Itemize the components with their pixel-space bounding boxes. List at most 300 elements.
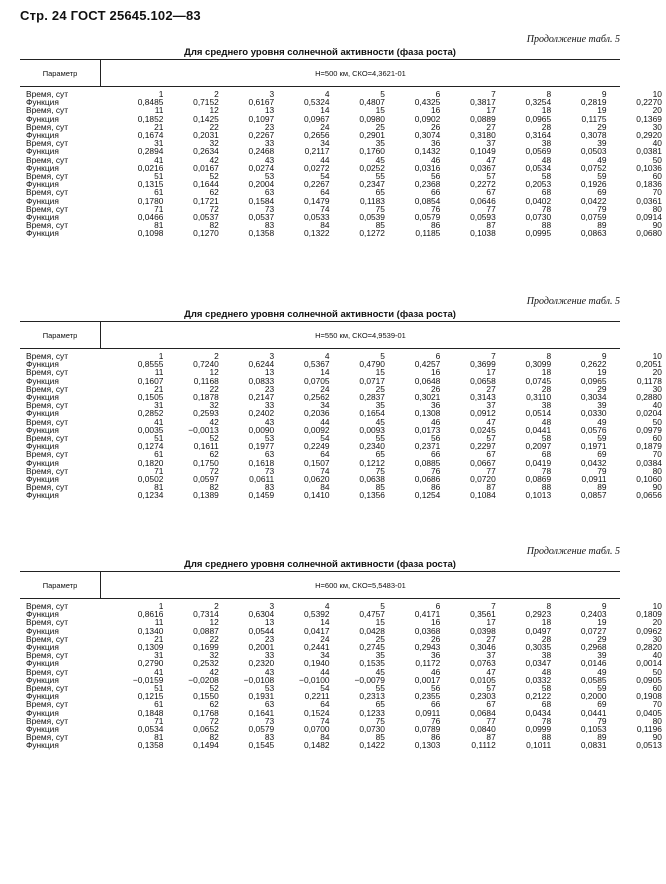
table-cell: 28: [541, 633, 552, 644]
table-cell: 80: [652, 715, 662, 726]
table-cell: 50: [652, 154, 662, 165]
table-cell: 43: [264, 416, 275, 427]
table-cell: 20: [652, 105, 662, 116]
table-cell: 0,0093: [359, 424, 385, 435]
table-cell: 14: [320, 105, 330, 116]
table-cell: 0,4257: [414, 359, 441, 370]
table-cell: 0,1233: [359, 707, 385, 718]
table-cell: 26: [431, 121, 441, 132]
table-cell: 1: [158, 601, 164, 611]
row-label: Время, сут: [26, 121, 69, 132]
table-cell: 0,1270: [193, 228, 219, 239]
table-cell: 65: [375, 187, 385, 198]
table-row: [20, 213, 666, 221]
table-cell: 58: [541, 171, 552, 182]
table-cell: 0,1356: [359, 490, 385, 501]
table-cell: 28: [541, 383, 552, 394]
table-section-h550: [20, 296, 662, 501]
table-cell: 0,4807: [359, 97, 385, 108]
row-label: Время, сут: [26, 666, 69, 677]
table-cell: 1: [158, 89, 164, 99]
table-cell: 0,0914: [636, 212, 662, 223]
table-cell: 0,0204: [636, 408, 662, 419]
altitude-header: H=550 км, СКО=4,9539-01: [315, 330, 406, 340]
table-cell: 22: [209, 633, 219, 644]
table-cell: 64: [320, 699, 330, 710]
table-cell: 0,0611: [249, 474, 275, 485]
table-cell: 6: [435, 351, 441, 361]
table-cell: 24: [320, 633, 330, 644]
table-cell: 0,0885: [414, 457, 441, 468]
table-cell: 56: [431, 433, 441, 444]
table-cell: 52: [209, 683, 219, 694]
table-cell: 0,0745: [525, 375, 552, 386]
table-cell: 0,0316: [414, 162, 441, 173]
altitude-header: H=500 км, СКО=4,3621-01: [315, 68, 406, 78]
table-cell: 7: [491, 601, 496, 611]
table-cell: 48: [541, 154, 552, 165]
table-cell: 0,1768: [193, 707, 219, 718]
table-cell: 27: [486, 383, 496, 394]
data-table: [20, 602, 666, 750]
row-label: Время, сут: [26, 732, 69, 743]
table-row: [20, 156, 666, 164]
table-cell: 45: [375, 666, 385, 677]
table-cell: 22: [209, 121, 219, 132]
table-cell: 0,1641: [248, 707, 275, 718]
table-cell: 0,0497: [525, 625, 552, 636]
table-cell: 0,0274: [248, 162, 275, 173]
table-cell: 7: [491, 351, 496, 361]
table-cell: 80: [652, 465, 662, 476]
table-cell: 18: [541, 617, 552, 628]
table-cell: 0,1084: [470, 490, 496, 501]
row-label: Функция: [26, 162, 59, 173]
table-cell: 33: [264, 650, 275, 661]
row-label: Время, сут: [26, 715, 69, 726]
table-cell: 0,0173: [414, 424, 441, 435]
table-cell: 0,1780: [137, 195, 164, 206]
table-cell: 0,0347: [525, 658, 552, 669]
table-cell: 0,2249: [303, 441, 330, 452]
table-cell: 53: [264, 683, 275, 694]
table-cell: 0,0432: [580, 457, 607, 468]
table-cell: 78: [541, 465, 552, 476]
param-header: Параметр: [20, 322, 101, 348]
table-cell: 0,3180: [470, 130, 496, 141]
table-cell: 81: [154, 482, 164, 493]
table-row: [20, 115, 666, 123]
table-cell: 66: [431, 699, 441, 710]
table-cell: 0,0680: [636, 228, 662, 239]
table-cell: 24: [320, 121, 330, 132]
table-cell: 0,1550: [193, 691, 219, 702]
table-cell: 0,2402: [248, 408, 275, 419]
table-cell: 0,1674: [137, 130, 164, 141]
table-cell: 0,0537: [193, 212, 219, 223]
table-cell: 0,0330: [580, 408, 607, 419]
table-cell: 75: [375, 715, 385, 726]
table-cell: 0,0700: [303, 724, 330, 735]
table-cell: 0,0902: [414, 113, 441, 124]
table-cell: 34: [320, 650, 330, 661]
table-cell: 87: [486, 220, 496, 231]
table-row: [20, 618, 666, 626]
table-cell: 0,1721: [193, 195, 219, 206]
table-cell: 60: [652, 433, 662, 444]
table-cell: 27: [486, 633, 496, 644]
table-cell: 44: [320, 154, 330, 165]
table-cell: 0,0146: [580, 658, 607, 669]
table-cell: 3: [269, 601, 275, 611]
table-cell: 90: [652, 220, 662, 231]
table-cell: 32: [209, 138, 219, 149]
row-label: Время, сут: [26, 633, 69, 644]
table-cell: 0,0503: [580, 146, 607, 157]
table-cell: 0,1618: [248, 457, 275, 468]
table-cell: 0,0090: [248, 424, 275, 435]
table-cell: 26: [431, 383, 441, 394]
table-cell: 23: [264, 383, 275, 394]
table-cell: 0,0361: [636, 195, 662, 206]
table-cell: 6: [435, 89, 441, 99]
table-cell: 0,1410: [303, 490, 330, 501]
table-row: [20, 98, 666, 106]
table-cell: 0,0717: [359, 375, 385, 386]
table-cell: 86: [431, 482, 441, 493]
table-cell: 0,1340: [137, 625, 164, 636]
table-cell: 7: [491, 89, 496, 99]
table-cell: 3: [269, 89, 275, 99]
row-label: Время, сут: [26, 203, 69, 214]
table-cell: 0,1315: [137, 179, 164, 190]
table-cell: 84: [320, 732, 330, 743]
table-cell: 55: [375, 683, 385, 694]
table-cell: 21: [154, 633, 164, 644]
table-cell: 49: [597, 666, 607, 677]
table-cell: 5: [380, 601, 385, 611]
table-cell: 88: [541, 220, 552, 231]
table-cell: 9: [601, 89, 607, 99]
table-cell: 0,0035: [137, 424, 164, 435]
table-cell: 35: [375, 138, 385, 149]
table-cell: −0,0159: [132, 674, 164, 685]
table-cell: 0,0759: [580, 212, 607, 223]
table-cell: 0,0911: [415, 707, 441, 718]
table-cell: 38: [541, 400, 552, 411]
table-cell: 0,2622: [580, 359, 607, 370]
table-cell: 0,0854: [414, 195, 441, 206]
table-cell: 0,0905: [636, 674, 662, 685]
table-cell: 45: [375, 154, 385, 165]
row-label: Время, сут: [26, 482, 69, 493]
table-cell: 0,0831: [580, 740, 607, 751]
table-cell: 63: [264, 449, 275, 460]
table-cell: 0,0441: [580, 707, 607, 718]
table-cell: 57: [486, 433, 496, 444]
table-cell: 74: [320, 465, 330, 476]
section-title: Для среднего уровня солнечной активности (фаза роста): [184, 47, 456, 58]
table-cell: 71: [154, 465, 164, 476]
table-cell: 63: [264, 187, 275, 198]
table-cell: 0,0514: [525, 408, 552, 419]
table-cell: 73: [264, 715, 275, 726]
table-cell: 0,0405: [636, 707, 662, 718]
table-cell: 0,0752: [580, 162, 607, 173]
table-cell: 83: [264, 482, 275, 493]
table-cell: 18: [541, 367, 552, 378]
table-section-h600: [20, 546, 662, 751]
table-cell: 54: [320, 171, 330, 182]
table-cell: 0,8616: [137, 609, 164, 620]
table-cell: 57: [486, 171, 496, 182]
table-cell: 10: [652, 89, 662, 99]
table-cell: 46: [431, 666, 441, 677]
table-cell: 68: [541, 449, 552, 460]
table-row: [20, 90, 666, 98]
row-label: Функция: [26, 392, 59, 403]
table-cell: 76: [431, 203, 441, 214]
table-row: [20, 229, 666, 237]
param-header: Параметр: [20, 60, 101, 86]
table-cell: 0,2837: [359, 392, 385, 403]
table-cell: 36: [431, 400, 441, 411]
table-cell: 0,1545: [248, 740, 275, 751]
table-cell: 0,1809: [636, 609, 662, 620]
row-label: Время, сут: [26, 416, 69, 427]
table-cell: 0,7314: [193, 609, 219, 620]
table-cell: 37: [486, 138, 496, 149]
table-cell: 0,0720: [470, 474, 496, 485]
table-cell: 0,2267: [248, 130, 275, 141]
table-cell: 59: [597, 171, 607, 182]
table-cell: 0,0434: [525, 707, 552, 718]
table-cell: 36: [431, 138, 441, 149]
table-cell: 0,2117: [304, 146, 330, 157]
table-row: [20, 409, 666, 417]
table-cell: 0,0597: [193, 474, 219, 485]
table-cell: 0,0502: [137, 474, 164, 485]
table-cell: 0,1172: [415, 658, 441, 669]
table-cell: 0,0658: [470, 375, 496, 386]
table-cell: 0,0368: [414, 625, 441, 636]
row-label: Функция: [26, 113, 59, 124]
table-cell: 44: [320, 666, 330, 677]
row-label: Время, сут: [26, 449, 69, 460]
table-cell: 0,6167: [248, 97, 275, 108]
table-cell: 0,2820: [636, 642, 662, 653]
table-cell: 52: [209, 171, 219, 182]
table-cell: 0,2819: [580, 97, 607, 108]
table-row: [20, 393, 666, 401]
table-cell: 47: [486, 666, 496, 677]
table-cell: 0,1272: [359, 228, 385, 239]
table-cell: 0,6304: [248, 609, 275, 620]
table-cell: 0,1820: [137, 457, 164, 468]
table-cell: 30: [652, 121, 662, 132]
table-cell: 85: [375, 732, 385, 743]
table-cell: 30: [652, 633, 662, 644]
table-cell: 0,1940: [303, 658, 330, 669]
table-cell: 8: [546, 601, 552, 611]
table-cell: 0,2267: [303, 179, 330, 190]
table-row: [20, 602, 666, 610]
table-cell: 0,0513: [636, 740, 662, 751]
table-cell: 0,2920: [636, 130, 662, 141]
table-row: [20, 368, 666, 376]
row-label: Время, сут: [26, 683, 69, 694]
table-cell: 76: [431, 715, 441, 726]
table-cell: 0,1049: [470, 146, 496, 157]
table-cell: 63: [264, 699, 275, 710]
table-cell: 0,0965: [580, 375, 607, 386]
table-cell: 0,2562: [303, 392, 330, 403]
table-header: [20, 59, 620, 87]
table-cell: 0,2272: [470, 179, 496, 190]
table-cell: 0,0999: [525, 724, 552, 735]
table-cell: 0,3099: [525, 359, 552, 370]
table-cell: 0,1971: [580, 441, 607, 452]
table-cell: 0,1358: [137, 740, 164, 751]
table-cell: 0,2441: [303, 642, 330, 653]
table-cell: 0,0667: [470, 457, 496, 468]
table-cell: 0,1425: [193, 113, 219, 124]
table-cell: 0,2303: [470, 691, 496, 702]
table-cell: 0,1168: [193, 375, 219, 386]
table-cell: 30: [652, 383, 662, 394]
table-cell: 66: [431, 187, 441, 198]
table-cell: 42: [209, 416, 219, 427]
table-cell: 0,0441: [525, 424, 552, 435]
table-cell: 82: [209, 482, 219, 493]
table-cell: 15: [375, 367, 385, 378]
table-cell: 0,3143: [470, 392, 496, 403]
row-label: Время, сут: [26, 465, 69, 476]
table-cell: 0,2894: [137, 146, 164, 157]
table-row: [20, 483, 666, 491]
row-label: Функция: [26, 625, 59, 636]
table-cell: 0,1654: [359, 408, 385, 419]
table-cell: 0,0833: [248, 375, 275, 386]
table-cell: 70: [652, 449, 662, 460]
table-row: [20, 627, 666, 635]
table-row: [20, 377, 666, 385]
table-cell: 5: [380, 89, 385, 99]
table-cell: 0,1011: [526, 740, 552, 751]
row-label: Функция: [26, 441, 59, 452]
table-cell: 81: [154, 220, 164, 231]
table-cell: 0,1852: [137, 113, 164, 124]
table-cell: 41: [154, 154, 164, 165]
table-cell: 0,0652: [193, 724, 219, 735]
table-cell: 51: [154, 171, 164, 182]
table-cell: 61: [154, 449, 164, 460]
table-cell: 0,2852: [137, 408, 164, 419]
table-cell: 0,0428: [359, 625, 385, 636]
table-cell: 0,3035: [525, 642, 552, 653]
table-cell: 0,0216: [137, 162, 164, 173]
table-cell: 67: [486, 699, 496, 710]
table-cell: 0,1196: [636, 724, 662, 735]
table-cell: 89: [597, 220, 607, 231]
table-row: [20, 467, 666, 475]
row-label: Время, сут: [26, 220, 69, 231]
table-cell: 0,1234: [137, 490, 164, 501]
table-cell: −0,0108: [243, 674, 275, 685]
table-cell: 5: [380, 351, 385, 361]
table-cell: 47: [486, 154, 496, 165]
table-cell: 77: [486, 715, 496, 726]
altitude-header: H=600 км, СКО=5,5483-01: [315, 580, 406, 590]
table-cell: 54: [320, 683, 330, 694]
table-cell: 18: [541, 105, 552, 116]
table-cell: 0,0684: [470, 707, 496, 718]
table-cell: 0,1931: [248, 691, 275, 702]
table-cell: 0,0646: [470, 195, 496, 206]
table-row: [20, 172, 666, 180]
row-label: Функция: [26, 424, 59, 435]
row-label: Время, сут: [26, 699, 69, 710]
row-label: Функция: [26, 724, 59, 735]
table-cell: 0,2097: [525, 441, 552, 452]
table-cell: 81: [154, 732, 164, 743]
table-cell: 0,2297: [470, 441, 496, 452]
table-cell: 0,1422: [359, 740, 385, 751]
table-cell: 75: [375, 465, 385, 476]
table-cell: 56: [431, 683, 441, 694]
table-cell: 0,0638: [359, 474, 385, 485]
table-cell: 0,1358: [248, 228, 275, 239]
table-cell: 40: [652, 400, 662, 411]
table-cell: 0,0686: [414, 474, 441, 485]
table-cell: 0,0398: [470, 625, 496, 636]
table-cell: 0,0092: [303, 424, 330, 435]
table-cell: 88: [541, 732, 552, 743]
table-row: [20, 401, 666, 409]
row-label: Функция: [26, 691, 59, 702]
param-header: Параметр: [20, 572, 101, 598]
table-cell: 0,8485: [137, 97, 164, 108]
row-label: Функция: [26, 707, 59, 718]
table-row: [20, 221, 666, 229]
table-cell: 0,0962: [636, 625, 662, 636]
table-cell: 40: [652, 650, 662, 661]
table-cell: 21: [154, 121, 164, 132]
row-label: Время, сут: [26, 351, 69, 361]
table-cell: 0,1607: [137, 375, 164, 386]
table-cell: 0,2347: [359, 179, 385, 190]
table-cell: 78: [541, 715, 552, 726]
table-cell: 0,2001: [248, 642, 275, 653]
table-cell: −0,0079: [354, 674, 385, 685]
row-label: Время, сут: [26, 601, 69, 611]
table-row: [20, 164, 666, 172]
table-cell: 12: [209, 105, 219, 116]
table-cell: 40: [652, 138, 662, 149]
table-cell: 82: [209, 220, 219, 231]
table-row: [20, 684, 666, 692]
table-cell: 0,3817: [470, 97, 496, 108]
table-cell: 84: [320, 220, 330, 231]
table-cell: 0,6244: [248, 359, 275, 370]
table-cell: 17: [486, 617, 496, 628]
table-cell: 9: [601, 351, 607, 361]
table-row: [20, 360, 666, 368]
table-cell: 0,1494: [193, 740, 219, 751]
table-cell: 0,8555: [137, 359, 164, 370]
table-cell: 0,1926: [580, 179, 607, 190]
table-cell: 0,0332: [525, 674, 552, 685]
